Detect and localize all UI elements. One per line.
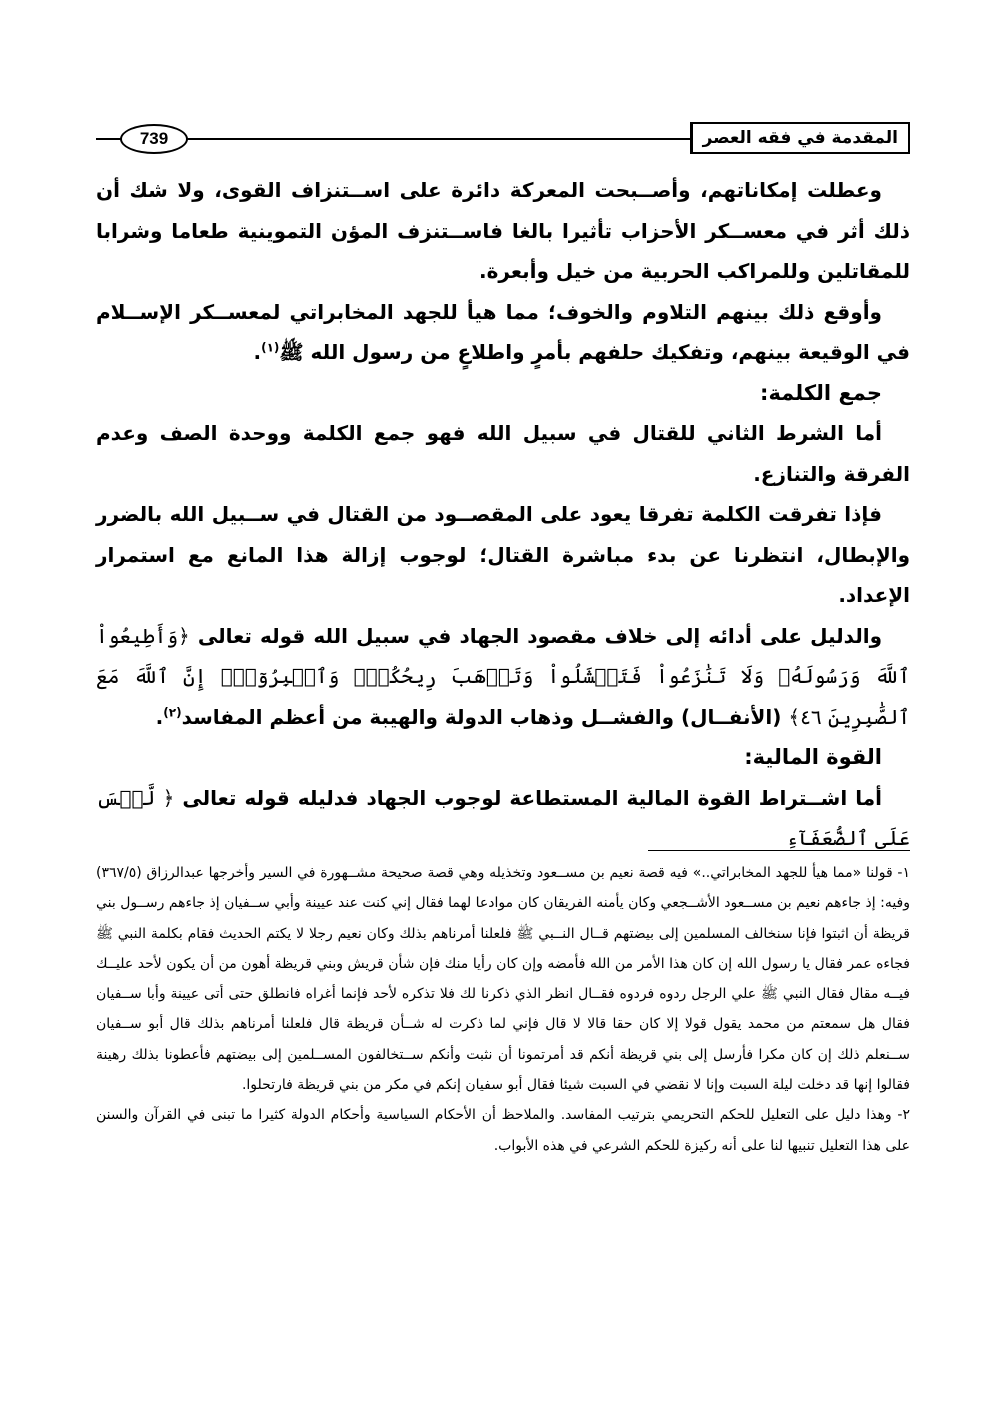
quran-verse-2: ﴿ لَّيۡسَ عَلَى ٱلضُّعَفَآءِ (96, 785, 910, 850)
paragraph-2-end: . (253, 340, 262, 364)
paragraph-2-text: وأوقع ذلك بينهم التلاوم والخوف؛ مما هيأ للجهد المخابراتي لمعســكر الإســلام في الوقيعة بينهم، وتفكيك حلفهم بأمرٍ واطلاعٍ من رسول الله (96, 299, 910, 364)
quran-verse-1: ﴿وَأَطِيعُواْ ٱللَّهَ وَرَسُولَهُۥ وَلَا تَنَٰزَعُواْ فَتَفۡشَلُواْ وَتَذۡهَبَ رِيحُكُمۡۖ وَٱصۡبِرُوٓاْۚ إِنَّ ٱللَّهَ مَعَ ٱلصَّٰبِرِينَ ٤٦﴾ (96, 623, 910, 729)
page-header (96, 118, 910, 158)
footnote-2: ٢- وهذا دليل على التعليل للحكم التحريمي بترتيب المفاسد. والملاحظ أن الأحكام السياسية وأحكام الدولة كثيرا ما تبنى في القرآن والسنن على هذا التعليل تنبيها لنا على أنه ركيزة للحكم الشرعي في هذه الأبواب. (96, 1107, 910, 1154)
paragraph-5-dot: . (155, 704, 164, 729)
paragraph-5 (96, 616, 910, 738)
book-title: المقدمة في فقه العصر (690, 122, 910, 154)
salutation-glyph: ﷺ (279, 340, 304, 364)
section-heading-financial: القوة المالية: (744, 745, 882, 769)
paragraph-6-start: أما اشــتراط القوة المالية المستطاعة لوجوب الجهاد فدليله قوله تعالى (182, 785, 882, 810)
paragraph-5-end: (الأنفــال) والفشــل وذهاب الدولة والهيبة من أعظم المفاسد (181, 704, 782, 729)
footnotes (96, 858, 910, 1161)
page-number: 739 (120, 124, 188, 154)
paragraph-1: وعطلت إمكاناتهم، وأصــبحت المعركة دائرة على اســتنزاف القوى، ولا شك أن ذلك أثر في معســكر الأحزاب تأثيرا بالغا فاســتنزف المؤن التموينية طعاما وشرابا للمقاتلين وللمراكب الحربية من خيل وأبعرة. (96, 178, 910, 283)
footnote-ref-1[interactable]: (١) (261, 340, 280, 355)
main-text (96, 170, 910, 859)
footnote-separator (648, 850, 910, 851)
paragraph-2 (96, 292, 910, 373)
paragraph-3: أما الشرط الثاني للقتال في سبيل الله فهو جمع الكلمة ووحدة الصف وعدم الفرقة والتنازع. (96, 421, 910, 486)
paragraph-4: فإذا تفرقت الكلمة تفرقا يعود على المقصــود من القتال في ســبيل الله بالضرر والإبطال، انتظرنا عن بدء مباشرة القتال؛ لوجوب إزالة هذا المانع مع استمرار الإعداد. (96, 502, 910, 607)
footnote-1: ١- قولنا «مما هيأ للجهد المخابراتي..» فيه قصة نعيم بن مســعود وتخذيله وهي قصة صحيحة مشــهورة في السير وأخرجها عبدالرزاق (٣٦٧/٥) وفيه: إذ جاءهم نعيم بن مســعود الأشــجعي وكان يأمنه الفريقان كان موادعا لهما فقال إني كنت عند عيينة وأبي ســفيان إذ جاءهم رســول بني قريظة أن اثبتوا فإنا سنخالف المسلمين إلى بيضتهم قــال النــبي ﷺ فلعلنا أمرناهم بذلك وكان نعيم رجلا لا يكتم الحديث فقام بكلمة النبي ﷺ فجاءه عمر فقال يا رسول الله إن كان هذا الأمر من الله فأمضه وإن كان رأيا منك فإن شأن قريش وبني قريظة أهون من أن يكون لأحد عليــك فيــه مقال فقال النبي ﷺ علي الرجل ردوه فردوه فقــال انظر الذي ذكرنا لك فلا تذكره لأحد فإنما أغراه فانطلق حتى أتى عيينة وأبا ســفيان فقال هل سمعتم من محمد يقول قولا إلا كان حقا قالا لا قال فإني لما ذكرت له شــأن قريظة قال فلعلنا أمرناهم بذلك قال أبو ســفيان ســنعلم ذلك إن كان مكرا فأرسل إلى بني قريظة أنكم قد أمرتمونا أن نثبت وأنكم ســتخالفون المســلمين إلى بيضتهم فأعطونا بذلك رهينة فقالوا إنها قد دخلت ليلة السبت وإنا لا نقضي في السبت شيئا فقال أبو سفيان إنكم في مكر من بني قريظة فارتحلوا. (96, 865, 910, 1094)
footnote-ref-2[interactable]: (٢) (163, 704, 182, 719)
section-heading-unity: جمع الكلمة: (760, 380, 882, 405)
paragraph-5-start: والدليل على أدائه إلى خلاف مقصود الجهاد في سبيل الله قوله تعالى (197, 623, 882, 648)
paragraph-6 (96, 778, 910, 859)
